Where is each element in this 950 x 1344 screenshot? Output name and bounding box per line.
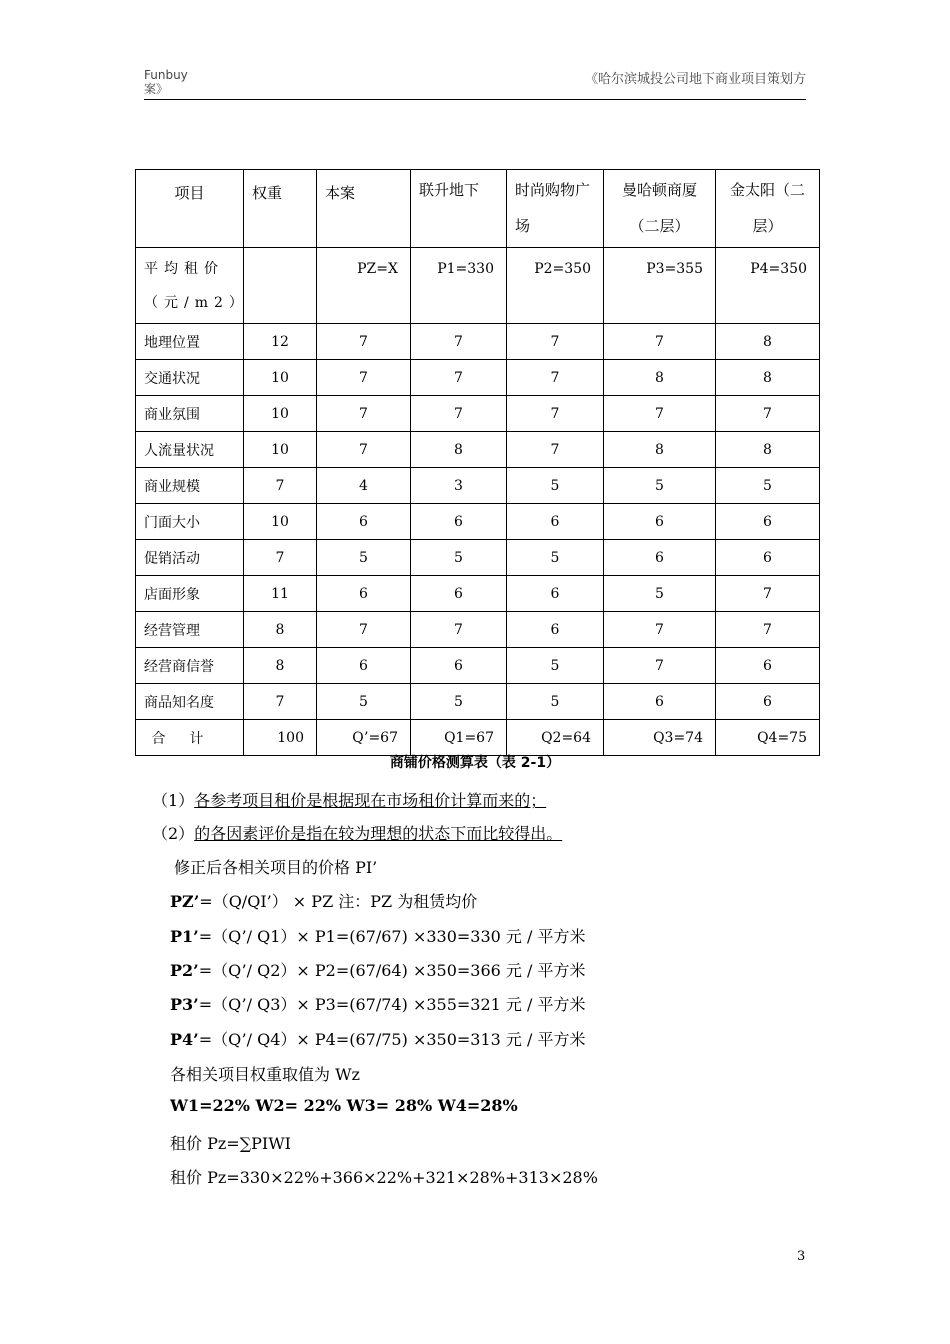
score-cell: 6 [317,504,411,540]
score-cell: 7 [244,468,317,504]
note-2-text: 的各因素评价是指在较为理想的状态下而比较得出。 [194,824,563,843]
row-label: 交通状况 [136,360,244,396]
row-label: 合计 [136,720,244,756]
score-cell: 6 [716,504,820,540]
table-row [136,396,820,432]
header-cell-p1: 联升地下 [411,170,507,248]
note-1-prefix: （1） [152,791,195,810]
formula-pz-label: PZ’ [170,892,200,911]
table-row [136,684,820,720]
score-cell: 5 [507,540,604,576]
formula-pz-rest: =（Q/QI’） × PZ 注：PZ 为租赁均价 [199,892,478,911]
avg-rent-cell: P3=355 [604,248,716,324]
score-cell: 7 [411,360,507,396]
score-cell: 8 [244,612,317,648]
formula-p4-rest: =（Q’/ Q4）× P4=(67/75) ×350=313 元 / 平方米 [198,1030,586,1049]
header-title: 《哈尔滨城投公司地下商业项目策划方 [584,72,806,87]
header-cell-p3: 曼哈顿商厦（二层） [604,170,716,248]
score-cell: 8 [716,324,820,360]
score-cell: 5 [317,684,411,720]
row-label: 地理位置 [136,324,244,360]
score-cell: 6 [716,684,820,720]
score-cell: 10 [244,396,317,432]
score-cell: 100 [244,720,317,756]
score-cell: 8 [716,360,820,396]
table-row [136,504,820,540]
score-cell: 7 [317,324,411,360]
score-cell: 5 [507,468,604,504]
corrected-price-intro: 修正后各相关项目的价格 PI’ [174,858,378,877]
formula-p3-label: P3’ [170,995,199,1014]
score-cell: 6 [411,648,507,684]
score-cell: 7 [317,360,411,396]
formula-pz [170,889,477,912]
score-cell: 6 [507,504,604,540]
header-cell-weight: 权重 [244,170,317,248]
score-cell: 11 [244,576,317,612]
row-label: 商业规模 [136,468,244,504]
header-cell-item: 项目 [136,170,244,248]
score-cell: 5 [317,540,411,576]
header-left-text [144,68,188,96]
page-header [144,66,806,100]
score-cell: 10 [244,360,317,396]
score-cell: Q4=75 [716,720,820,756]
formula-p1-rest: =（Q’/ Q1）× P1=(67/67) ×330=330 元 / 平方米 [198,927,586,946]
avg-rent-cell: PZ=X [317,248,411,324]
score-cell: 5 [507,684,604,720]
row-label: 人流量状况 [136,432,244,468]
row-label: 店面形象 [136,576,244,612]
score-cell: 7 [716,612,820,648]
score-cell: 7 [716,396,820,432]
score-cell: 6 [317,576,411,612]
score-cell: 7 [604,648,716,684]
score-cell: 7 [507,324,604,360]
score-cell: 5 [411,684,507,720]
header-cell-p2: 时尚购物广场 [507,170,604,248]
score-cell: Q2=64 [507,720,604,756]
formula-p4 [170,1027,585,1050]
score-cell: 6 [507,576,604,612]
score-cell: 8 [411,432,507,468]
score-cell: 7 [317,396,411,432]
score-cell: Q’=67 [317,720,411,756]
formula-p2-label: P2’ [170,961,199,980]
score-cell: 6 [604,540,716,576]
score-cell: Q1=67 [411,720,507,756]
score-cell: 6 [716,648,820,684]
row-label: 促销活动 [136,540,244,576]
table-row [136,612,820,648]
score-cell: 8 [604,432,716,468]
score-cell: 6 [716,540,820,576]
score-cell: 6 [507,612,604,648]
rent-calculation-table [135,169,820,756]
score-cell: 5 [507,648,604,684]
score-cell: 7 [507,396,604,432]
table-header-row [136,170,820,248]
table-row [136,576,820,612]
table-row [136,540,820,576]
weights-intro: 各相关项目权重取值为 Wz [170,1065,360,1084]
score-cell: 7 [604,396,716,432]
table-row [136,432,820,468]
score-cell: 5 [716,468,820,504]
score-cell: 7 [317,612,411,648]
table-row [136,468,820,504]
score-cell: 10 [244,504,317,540]
score-cell: 4 [317,468,411,504]
table-caption: 商铺价格测算表（表 2-1） [389,755,561,771]
score-cell: 8 [244,648,317,684]
avg-rent-cell: P4=350 [716,248,820,324]
row-label: 商业氛围 [136,396,244,432]
avg-rent-cell [244,248,317,324]
score-cell: 6 [411,576,507,612]
score-cell: 5 [604,468,716,504]
table-row [136,648,820,684]
score-cell: 8 [604,360,716,396]
row-label: 经营商信誉 [136,648,244,684]
header-left-line2: 案》 [144,82,169,96]
row-label: 商品知名度 [136,684,244,720]
avg-rent-label: 平均租价（元/m2） [136,248,244,324]
avg-rent-cell: P2=350 [507,248,604,324]
rent-calculation: 租价 Pz=330×22%+366×22%+321×28%+313×28% [170,1168,598,1187]
score-cell: 6 [411,504,507,540]
header-cell-p4: 金太阳（二层） [716,170,820,248]
page-number: 3 [797,1249,806,1264]
score-cell: 7 [716,576,820,612]
score-cell: 7 [604,324,716,360]
score-cell: 10 [244,432,317,468]
score-cell: 12 [244,324,317,360]
score-cell: 7 [411,396,507,432]
score-cell: 7 [411,612,507,648]
note-2-prefix: （2） [152,824,195,843]
score-cell: 7 [317,432,411,468]
formula-p3-rest: =（Q’/ Q3）× P3=(67/74) ×355=321 元 / 平方米 [198,995,586,1014]
row-label: 门面大小 [136,504,244,540]
formula-p3 [170,992,585,1015]
table-row [136,360,820,396]
total-row [136,720,820,756]
weights-values: W1=22% W2= 22% W3= 28% W4=28% [170,1096,518,1115]
score-cell: 5 [604,576,716,612]
formula-p4-label: P4’ [170,1030,199,1049]
score-cell: 6 [604,684,716,720]
score-cell: 3 [411,468,507,504]
score-cell: 7 [507,360,604,396]
note-1-text: 各参考项目租价是根据现在市场租价计算而来的； [194,791,547,810]
score-cell: 7 [244,540,317,576]
score-cell: 5 [411,540,507,576]
formula-p1 [170,924,585,947]
note-2 [152,821,562,844]
avg-rent-cell: P1=330 [411,248,507,324]
note-1 [152,788,546,811]
formula-p2-rest: =（Q’/ Q2）× P2=(67/64) ×350=366 元 / 平方米 [198,961,586,980]
row-label: 经营管理 [136,612,244,648]
score-cell: 6 [604,504,716,540]
header-left-line1: Funbuy [144,68,188,82]
score-cell: 7 [244,684,317,720]
header-cell-this-project: 本案 [317,170,411,248]
score-cell: Q3=74 [604,720,716,756]
formula-p1-label: P1’ [170,927,199,946]
rent-formula: 租价 Pz=∑PIWI [170,1134,291,1153]
avg-rent-row [136,248,820,324]
formula-p2 [170,958,585,981]
table-row [136,324,820,360]
score-cell: 8 [716,432,820,468]
score-cell: 6 [317,648,411,684]
score-cell: 7 [411,324,507,360]
score-cell: 7 [507,432,604,468]
score-cell: 7 [604,612,716,648]
